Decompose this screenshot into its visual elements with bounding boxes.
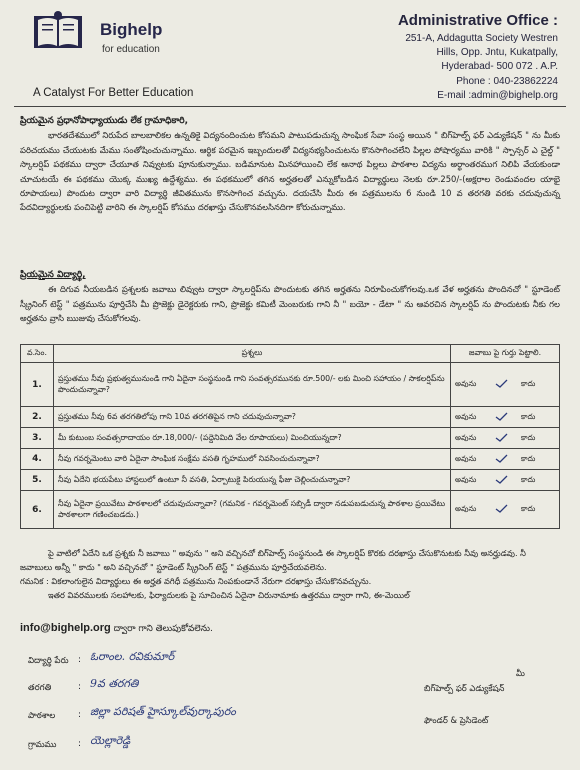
question-text: ప్రస్తుతము నీవు ప్రభుత్వమునుండి గాని ఏదైనా సంస్థనుండి గాని సంవత్సరమునకు రూ.500/- లకు మించి సహాయం / సాకలర్షిప్‌ను పొందుచున్నావా? bbox=[54, 363, 451, 407]
label-class: తరగతి bbox=[28, 683, 52, 693]
office-line: Hyderabad- 500 072 . A.P. bbox=[441, 61, 558, 73]
label-student-name: విద్యార్థి పేరు bbox=[28, 656, 69, 666]
tick-mark-icon bbox=[495, 454, 521, 464]
answer-no[interactable]: కాదు bbox=[521, 504, 536, 513]
header-serial: వ.సెం. bbox=[21, 345, 54, 363]
question-text: నీవు ఏదైనా ప్రయివేటు పాఠశాలలో చదువుచున్నావా? (గమనిక - గవర్నమెంట్ సబ్సిడీ ద్వారా నడుపబడుచున్న పాఠశాల ప్రయివేటు పాఠశాలగా గణించబడదు.) bbox=[54, 491, 451, 529]
office-title: Administrative Office : bbox=[397, 12, 558, 29]
header-divider bbox=[14, 106, 566, 107]
greeting-student: ప్రియమైన విద్యార్థి, bbox=[20, 270, 86, 280]
answer-cell[interactable] bbox=[451, 470, 560, 491]
book-logo-icon bbox=[32, 10, 84, 56]
question-text: నీవు గవర్నమెంటు వారి ఏదైనా సాంఘిక సంక్షేమ వసతి గృహములో నివసించుచున్నావా? bbox=[54, 449, 451, 470]
table-row bbox=[21, 491, 560, 529]
answer-cell[interactable] bbox=[451, 428, 560, 449]
label-village: గ్రామము bbox=[28, 740, 57, 750]
answer-no[interactable]: కాదు bbox=[521, 432, 536, 442]
tick-mark-icon bbox=[495, 433, 521, 443]
answer-yes[interactable]: అవును bbox=[455, 474, 477, 484]
row-number: 5. bbox=[21, 470, 54, 491]
answer-cell[interactable] bbox=[451, 449, 560, 470]
after-table-text bbox=[20, 546, 560, 602]
note-disabled: గమనిక : వికలాంగులైన విద్యార్థులు ఈ అర్హత వగిధీ పత్రమును నింపకుండానే నేరుగా దరఖాస్తు చేసుకొనవచ్చును. bbox=[20, 576, 372, 586]
brand-subtitle: for education bbox=[102, 44, 160, 55]
colon: : bbox=[78, 739, 82, 749]
signature-yours: మీ bbox=[516, 668, 525, 678]
tick-mark-icon bbox=[495, 475, 521, 485]
question-text: నీవు ఏదేని భయపేటు హాస్టలులో ఉంటూ నీ వసతి, ఏర్పాటుకై పిరుయున్న ఫీజు చెల్లించుచున్నావా? bbox=[54, 470, 451, 491]
office-phone: Phone : 040-23862224 bbox=[456, 75, 558, 87]
row-number: 2. bbox=[21, 407, 54, 428]
intro-paragraph: భారతదేశములో నిరుపేద బాలబాలికల ఉన్నతికై విద్యనందించుట కోసమని పాటుపడుచున్న సాంఘిక సేవా సంస్థ అయిన " బిగ్‌హెల్ప్ ఫర్ ఎడ్యుకేషన్ " ను మీకు పరిచయము చేయుటకు మేము సంతోషించుచున్నాము. ఆర్థిక పరమైన ఇబ్బందులతో విద్యనభ్యసించుటను కొనసాగించలేని పిల్లల పోషార్యము వారికి " స్పాన్సర్ ఎ చైల్డ్ " స్కాలర్షిప్ పథకము ద్వారా చేయూత నివ్వుటకు పూనుకున్నాము. బడిమానుట మినహాయించి లేక ఆనాథ పిల్లలు పాఠశాల విద్యను అర్థాంతరముగ నిలిపి వేయకుండా చూచుటయే ఈ పథకము యొక్క ముఖ్య ఉద్దేశ్యము. ఈ పథకములో తగిన అర్హతలతో ఎన్నుకోబడిన విద్యార్థులు నెలకు రూ.250/-(అక్షరాల రెండువందల యాభై రూపాయలు) పొందుట ద్వారా వారి విద్యార్థి జీవితమును కొనసాగించ వచ్చును. దయచేసి మీరు ఈ పత్రములను 6 నుండి 10 వ తరగతి వరకు చదువుచున్న పేదవిద్యార్థులకు పంచిపెట్టి వారిని ఈ స్కాలర్షిప్ కోసము దరఖాస్తు చేసుకొనవలసినదిగా కోరుచున్నాము. bbox=[20, 130, 560, 213]
table-row bbox=[21, 470, 560, 491]
answer-yes[interactable]: అవును bbox=[455, 453, 477, 463]
answer-cell[interactable] bbox=[451, 491, 560, 529]
student-paragraph: ఈ దిగువ నీయబడిన ప్రశ్నలకు జవాబు లివ్వుట ద్వారా స్కాలర్షిప్‌ను పొందుటకు తగిన అర్హతను నిరూపించుకోగలవు.ఒక వేళ అర్హతను పొందినచో " స్టూడెంట్ స్క్రీనింగ్ టెస్ట్ " పత్రమును పూర్తిచేసి మీ ప్రొజెక్టు డైరెక్టరుకు గాని, ప్రొజెక్టు కమిటీ మెంబరుకు గాని నీ " బయో - డేటా " ను ఆవరచిన స్కాలర్షిప్ ను పొందుటకు నీకు గల అర్హతను వ్రాసి ఋజువు చేసుకోగలవు. bbox=[20, 284, 560, 324]
answer-no[interactable]: కాదు bbox=[521, 411, 536, 421]
label-school: పాఠశాల bbox=[28, 711, 56, 721]
signature-org: బిగ్‌హెల్ప్ ఫర్ ఎడ్యుకేషన్ bbox=[424, 683, 505, 693]
answer-yes[interactable]: అవును bbox=[455, 411, 477, 421]
office-line: Hills, Opp. Jntu, Kukatpally, bbox=[436, 47, 558, 59]
greeting-headmaster: ప్రియమైన ప్రధానోపాధ్యాయుడు లేక గ్రామాధికారి, bbox=[20, 116, 189, 126]
office-address bbox=[318, 12, 558, 103]
eligibility-result: పై వాటిలో ఏదేని ఒక ప్రశ్నకు నీ జవాబు " అవును " అని వచ్చినచో బిగ్‌హెల్ప్ సంస్థనుండి ఈ స్కాలర్షిప్ కొరకు దరఖాస్తు చేసుకొనుటకు నీవు అనర్హుడవు. నీ జవాబులు అన్నీ " కాదు " అని వచ్చినచో " స్టూడెంట్ స్క్రీనింగ్ టెస్ట్ " పత్రమును పూర్తిచేయవలెను. bbox=[20, 548, 526, 572]
colon: : bbox=[78, 655, 82, 665]
office-line: 251-A, Addagutta Society Westren bbox=[405, 33, 558, 44]
student-section bbox=[20, 268, 560, 326]
colon: : bbox=[78, 682, 82, 692]
colon: : bbox=[78, 710, 82, 720]
question-text: ప్రస్తుతము నీవు 6వ తరగతిలోపు గాని 10వ తరగతిపైన గాని చదువుచున్నావా? bbox=[54, 407, 451, 428]
student-name-value[interactable]: ఓరాంల. రవికుమార్ bbox=[90, 650, 175, 663]
table-row bbox=[21, 363, 560, 407]
eligibility-table bbox=[20, 344, 560, 529]
village-value[interactable]: యెల్లారెడ్డి bbox=[90, 734, 131, 747]
tick-mark-icon bbox=[495, 379, 521, 389]
letter-intro bbox=[20, 114, 560, 215]
row-number: 4. bbox=[21, 449, 54, 470]
school-value[interactable]: జిల్లా పరిషత్ హైస్కూల్‌వుర్కాపురం bbox=[90, 705, 236, 718]
answer-yes[interactable]: అవును bbox=[455, 432, 477, 442]
contact-paragraph: ఇతర వివరములకు సలహాలకు, ఫిర్యాదులకు పై సూచించిన ఏదైనా చిరునామాకు ఉత్తరము ద్వారా గాని, ఈ-మెయిల్ bbox=[48, 590, 410, 600]
contact-email[interactable]: info@bighelp.org bbox=[20, 622, 111, 634]
table-row bbox=[21, 449, 560, 470]
tagline: A Catalyst For Better Education bbox=[33, 87, 194, 99]
table-row bbox=[21, 407, 560, 428]
answer-cell[interactable] bbox=[451, 407, 560, 428]
header-questions: ప్రశ్నలు bbox=[54, 345, 451, 363]
answer-yes[interactable]: అవును bbox=[455, 504, 477, 513]
header-answer: జవాబు పై గుర్తు పెట్టాలి. bbox=[451, 345, 560, 363]
answer-yes[interactable]: అవును bbox=[455, 379, 477, 388]
brand-name: Bighelp bbox=[100, 20, 163, 39]
row-number: 1. bbox=[21, 363, 54, 407]
class-value[interactable]: 9వ తరగతి bbox=[90, 677, 139, 690]
table-row bbox=[21, 428, 560, 449]
answer-no[interactable]: కాదు bbox=[521, 453, 536, 463]
answer-cell[interactable] bbox=[451, 363, 560, 407]
answer-no[interactable]: కాదు bbox=[521, 474, 536, 484]
answer-no[interactable]: కాదు bbox=[521, 379, 536, 388]
tick-mark-icon bbox=[495, 412, 521, 422]
table-header-row bbox=[21, 345, 560, 363]
tick-mark-icon bbox=[495, 504, 521, 514]
contact-email-line bbox=[20, 622, 213, 636]
signature-title: ఫౌండర్ & ప్రెసిడెంట్ bbox=[424, 715, 489, 725]
row-number: 6. bbox=[21, 491, 54, 529]
row-number: 3. bbox=[21, 428, 54, 449]
question-text: మీ కుటుంబ సంవత్సరాదాయం రూ.18,000/- (పద్దెనిమిది వేల రూపాయలు) మించియున్నదా? bbox=[54, 428, 451, 449]
office-email: E-mail :admin@bighelp.org bbox=[437, 89, 558, 101]
contact-email-suffix: ద్వారా గాని తెలుపుకోవలెను. bbox=[113, 624, 213, 634]
